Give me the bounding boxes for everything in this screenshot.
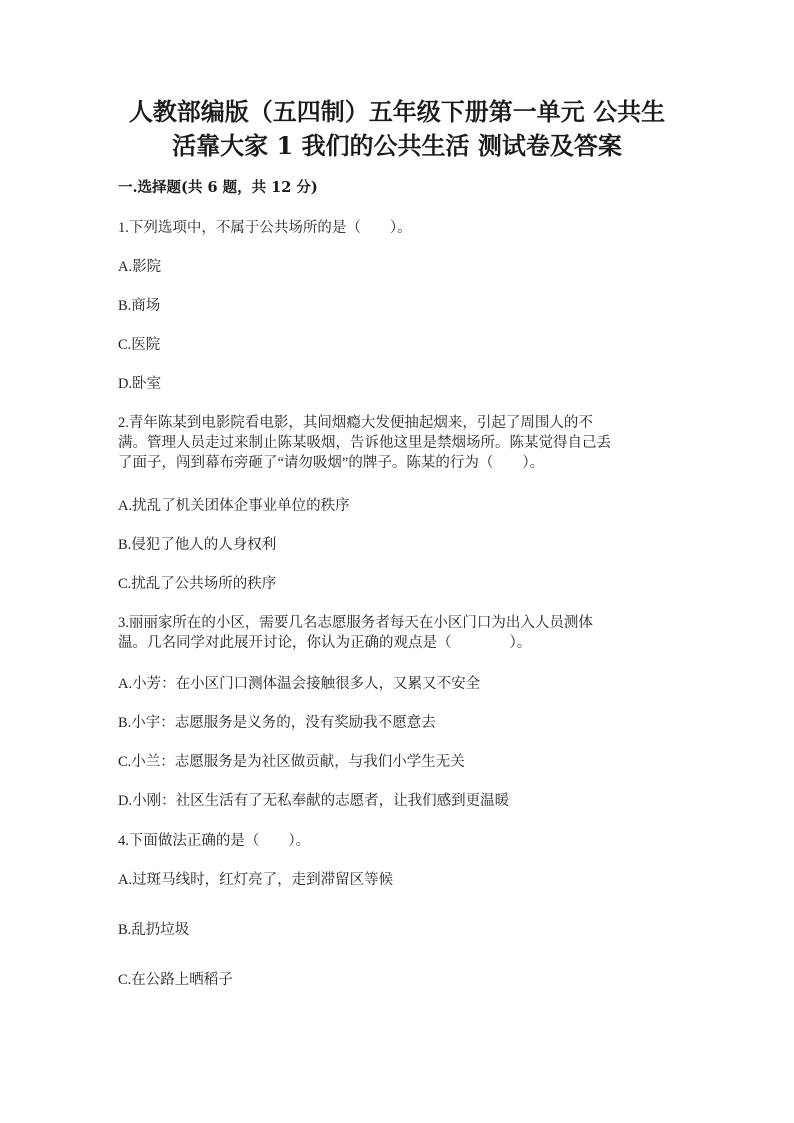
question-3-stem — [118, 613, 678, 653]
question-2-stem-line-3: 了面子，闯到幕布旁砸了“请勿吸烟”的牌子。陈某的行为（ ）。 — [118, 455, 545, 471]
question-2-stem-line-2: 满。管理人员走过来制止陈某吸烟，告诉他这里是禁烟场所。陈某觉得自己丢 — [118, 435, 611, 451]
question-3-option-d: D.小刚：社区生活有了无私奉献的志愿者，让我们感到更温暖 — [118, 793, 510, 809]
question-3-option-c: C.小兰：志愿服务是为社区做贡献，与我们小学生无关 — [118, 754, 465, 770]
question-4-option-a: A.过斑马线时，红灯亮了，走到滞留区等候 — [118, 872, 394, 888]
question-3-option-b: B.小宇：志愿服务是义务的，没有奖励我不愿意去 — [118, 715, 436, 731]
question-1-option-c: C.医院 — [118, 337, 161, 353]
section-heading: 一.选择题(共 6 题，共 12 分) — [118, 179, 318, 196]
question-4-option-b: B.乱扔垃圾 — [118, 922, 190, 938]
document-title-line-1: 人教部编版（五四制）五年级下册第一单元 公共生 — [128, 97, 666, 126]
question-2-option-c: C.扰乱了公共场所的秩序 — [118, 576, 277, 592]
question-1-option-a: A.影院 — [118, 259, 162, 275]
question-2-option-a: A.扰乱了机关团体企事业单位的秩序 — [118, 498, 350, 514]
question-4-stem: 4.下面做法正确的是（ ）。 — [118, 833, 311, 849]
question-3-stem-line-2: 温。几名同学对此展开讨论，你认为正确的观点是（ ）。 — [118, 635, 532, 651]
question-4-option-c: C.在公路上晒稻子 — [118, 972, 233, 988]
question-1-option-b: B.商场 — [118, 298, 161, 314]
question-2-stem — [118, 413, 678, 473]
question-2-option-b: B.侵犯了他人的人身权利 — [118, 537, 277, 553]
document-title-line-2: 活靠大家 1 我们的公共生活 测试卷及答案 — [172, 131, 622, 160]
question-1-option-d: D.卧室 — [118, 376, 162, 392]
question-2-stem-line-1: 2.青年陈某到电影院看电影，其间烟瘾大发便抽起烟来，引起了周围人的不 — [118, 415, 593, 431]
question-3-stem-line-1: 3.丽丽家所在的小区，需要几名志愿服务者每天在小区门口为出入人员测体 — [118, 615, 593, 631]
question-1-stem: 1.下列选项中，不属于公共场所的是（ ）。 — [118, 220, 412, 236]
question-3-option-a: A.小芳：在小区门口测体温会接触很多人，又累又不安全 — [118, 676, 481, 692]
